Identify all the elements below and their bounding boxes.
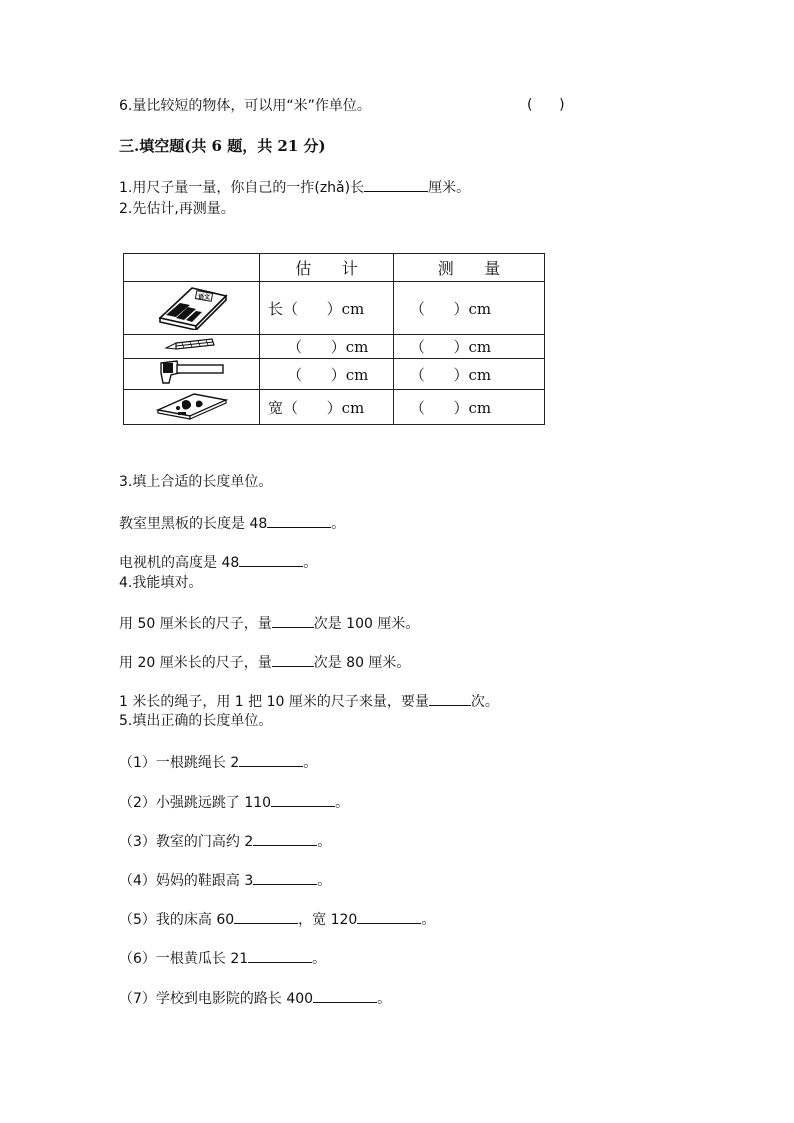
line-text: 1 米长的绳子，用 1 把 10 厘米的尺子来量，要量 (119, 694, 429, 710)
pencil-icon (162, 338, 222, 352)
question-6-text: 6.量比较短的物体，可以用“米”作单位。 (119, 98, 371, 114)
line-text: 用 50 厘米长的尺子，量 (119, 616, 272, 632)
question-3-line-1 (119, 513, 345, 533)
question-1 (119, 177, 470, 197)
answer-blank[interactable] (253, 831, 317, 846)
question-5-item-7 (119, 988, 391, 1008)
line-end: 。 (303, 555, 318, 571)
line-text: 用 20 厘米长的尺子，量 (119, 655, 272, 671)
answer-blank[interactable] (239, 752, 303, 767)
estimate-cell[interactable]: （ ）cm (260, 335, 394, 359)
table-header-estimate: 估 计 (260, 254, 394, 282)
item-text: （6）一根黄瓜长 21 (119, 951, 249, 967)
item-end: 。 (317, 834, 332, 850)
item-text-2: ，宽 120 (298, 912, 358, 928)
item-text: （7）学校到电影院的路长 400 (119, 991, 314, 1007)
answer-blank[interactable] (234, 909, 298, 924)
question-4-title: 4.我能填对。 (119, 575, 203, 591)
table-cell-image (124, 282, 260, 335)
estimate-cell[interactable]: 长（ ）cm (260, 282, 394, 335)
table-header-object (124, 254, 260, 282)
measure-cell[interactable]: （ ）cm (393, 359, 544, 390)
item-end: 。 (303, 755, 318, 771)
answer-blank[interactable] (271, 792, 335, 807)
line-text-after: 次是 100 厘米。 (313, 616, 420, 632)
measure-cell[interactable]: （ ）cm (393, 282, 544, 335)
item-end: 。 (335, 795, 350, 811)
measure-cell[interactable]: （ ）cm (393, 335, 544, 359)
estimate-cell[interactable]: （ ）cm (260, 359, 394, 390)
table-header-measure: 测 量 (393, 254, 544, 282)
answer-blank[interactable] (357, 909, 421, 924)
question-4-line-2 (119, 652, 410, 672)
answer-blank[interactable] (272, 613, 314, 628)
item-end: 。 (377, 991, 392, 1007)
answer-blank[interactable] (248, 948, 312, 963)
answer-blank[interactable] (364, 177, 428, 192)
question-5-item-5 (119, 909, 435, 929)
item-text: （5）我的床高 60 (119, 912, 235, 928)
answer-blank[interactable] (239, 552, 303, 567)
question-5-item-4 (119, 870, 331, 890)
question-5-item-6 (119, 948, 326, 968)
item-text: （2）小强跳远跳了 110 (119, 795, 272, 811)
line-text: 电视机的高度是 48 (119, 555, 240, 571)
question-3-title: 3.填上合适的长度单位。 (119, 474, 273, 490)
line-text-after: 次。 (470, 694, 499, 710)
question-5-title: 5.填出正确的长度单位。 (119, 713, 273, 729)
question-4-line-1 (119, 613, 419, 633)
hammer-icon (157, 359, 227, 385)
section-title: 三.填空题(共 6 题，共 21 分) (119, 137, 326, 155)
answer-parentheses[interactable]: ( ) (527, 97, 565, 113)
answer-blank[interactable] (253, 870, 317, 885)
item-end: 。 (312, 951, 327, 967)
estimate-measure-table (123, 253, 545, 425)
item-end: 。 (421, 912, 436, 928)
answer-blank[interactable] (429, 691, 471, 706)
pencil-case-icon (154, 390, 230, 420)
measure-cell[interactable]: （ ）cm (393, 390, 544, 425)
question-5-item-1 (119, 752, 317, 772)
book-label: 语文 (197, 294, 210, 301)
question-5-item-2 (119, 792, 349, 812)
estimate-cell[interactable]: 宽（ ）cm (260, 390, 394, 425)
question-3-line-2 (119, 552, 317, 572)
question-1-after: 厘米。 (428, 180, 471, 196)
question-5-item-3 (119, 831, 331, 851)
answer-blank[interactable] (272, 652, 314, 667)
question-1-before: 1.用尺子量一量，你自己的一拃(zhǎ)长 (119, 180, 365, 196)
answer-blank[interactable] (313, 988, 377, 1003)
item-text: （4）妈妈的鞋跟高 3 (119, 873, 254, 889)
question-4-line-3 (119, 691, 499, 711)
question-2-title: 2.先估计,再测量。 (119, 201, 235, 217)
item-text: （3）教室的门高约 2 (119, 834, 254, 850)
table-cell-image (124, 359, 260, 390)
item-end: 。 (317, 873, 332, 889)
line-text: 教室里黑板的长度是 48 (119, 516, 268, 532)
item-text: （1）一根跳绳长 2 (119, 755, 240, 771)
line-end: 。 (331, 516, 346, 532)
chinese-book-icon (156, 282, 228, 330)
table-cell-image (124, 390, 260, 425)
table-cell-image (124, 335, 260, 359)
line-text-after: 次是 80 厘米。 (313, 655, 411, 671)
answer-blank[interactable] (267, 513, 331, 528)
